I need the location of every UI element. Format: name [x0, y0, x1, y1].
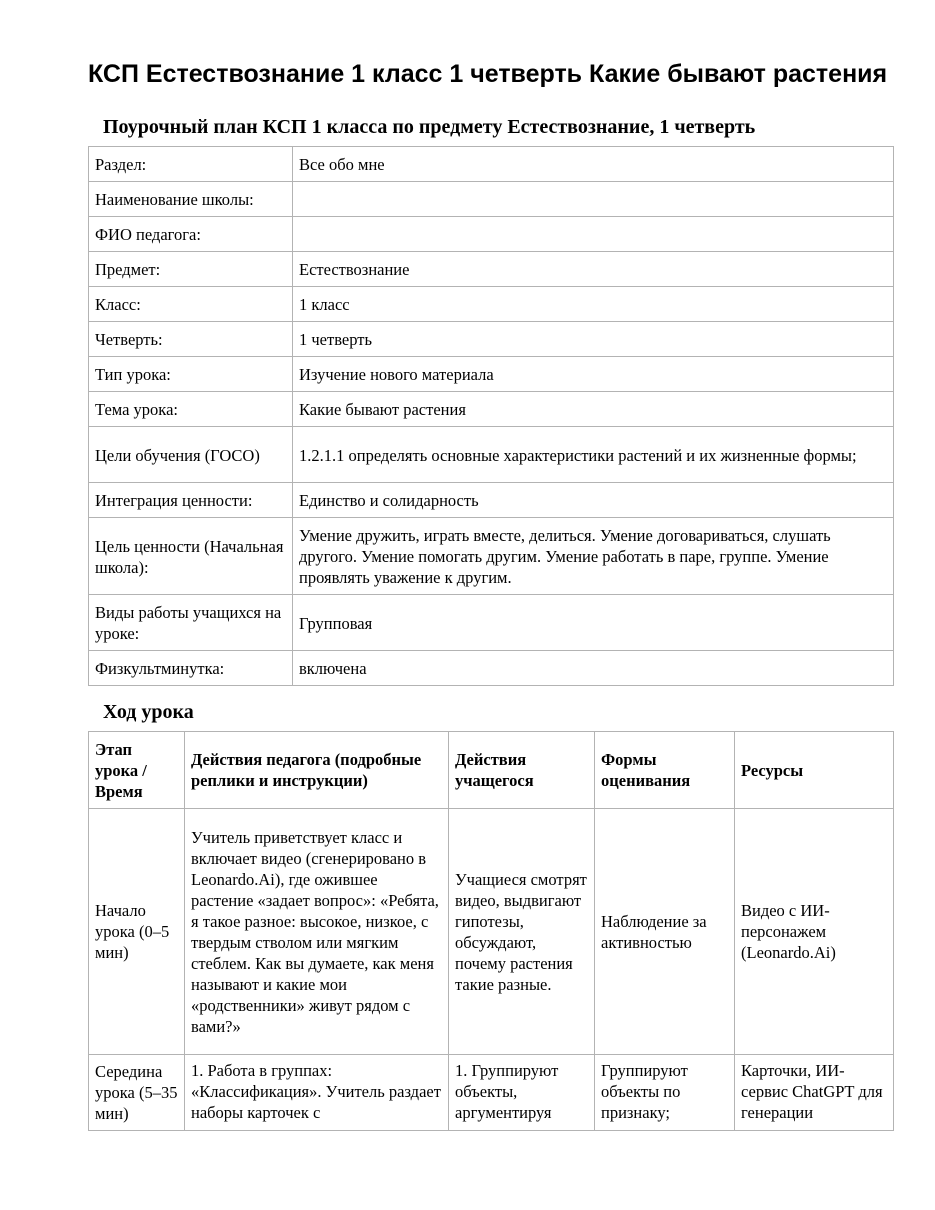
info-row [89, 357, 894, 392]
info-row [89, 182, 894, 217]
info-row [89, 287, 894, 322]
column-header-teacher-actions: Действия педагога (подробные реплики и инструкции) [185, 732, 449, 809]
info-value: включена [293, 651, 894, 686]
info-value: Умение дружить, играть вместе, делиться. Умение договариваться, слушать другого. Умение помогать другим. Умение работать в паре, группе. Умение проявлять уважение к другим. [293, 518, 894, 595]
lesson-header-row [89, 732, 894, 809]
info-value: 1.2.1.1 определять основные характеристики растений и их жизненные формы; [293, 427, 894, 483]
column-header-stage: Этап урока / Время [89, 732, 185, 809]
info-row [89, 595, 894, 651]
document-title: КСП Естествознание 1 класс 1 четверть Какие бывают растения [88, 60, 888, 88]
column-header-assessment: Формы оценивания [595, 732, 735, 809]
info-label: Физкультминутка: [89, 651, 293, 686]
info-value: Какие бывают растения [293, 392, 894, 427]
lesson-cell-student: Учащиеся смотрят видео, выдвигают гипотезы, обсуждают, почему растения такие разные. [449, 809, 595, 1055]
info-label: Интеграция ценности: [89, 483, 293, 518]
lesson-cell-student: 1. Группируют объекты, аргументируя [449, 1055, 595, 1131]
info-label: Цели обучения (ГОСО) [89, 427, 293, 483]
lesson-info-table [88, 146, 894, 686]
plan-heading: Поурочный план КСП 1 класса по предмету Естествознание, 1 четверть [103, 116, 756, 138]
lesson-cell-assessment: Наблюдение за активностью [595, 809, 735, 1055]
info-value: Единство и солидарность [293, 483, 894, 518]
lesson-cell-stage: Начало урока (0–5 мин) [89, 809, 185, 1055]
info-label: Предмет: [89, 252, 293, 287]
info-row [89, 483, 894, 518]
info-label: Тема урока: [89, 392, 293, 427]
info-row [89, 427, 894, 483]
lesson-cell-resources: Карточки, ИИ-сервис ChatGPT для генерации [735, 1055, 894, 1131]
lesson-cell-stage: Середина урока (5–35 мин) [89, 1055, 185, 1131]
info-label: ФИО педагога: [89, 217, 293, 252]
info-label: Виды работы учащихся на уроке: [89, 595, 293, 651]
info-value: Групповая [293, 595, 894, 651]
info-row [89, 651, 894, 686]
info-row [89, 147, 894, 182]
info-value: 1 класс [293, 287, 894, 322]
table-row [89, 1055, 894, 1131]
info-value: Естествознание [293, 252, 894, 287]
info-value: 1 четверть [293, 322, 894, 357]
lesson-cell-teacher: Учитель приветствует класс и включает видео (сгенерировано в Leonardo.Ai), где ожившее растение «задает вопрос»: «Ребята, я такое разное: высокое, низкое, с твердым стволом или мягким стеблем. Как вы думаете, как меня называют и какие мои «родственники» живут рядом с вами?» [185, 809, 449, 1055]
column-header-resources: Ресурсы [735, 732, 894, 809]
info-value [293, 217, 894, 252]
info-label: Четверть: [89, 322, 293, 357]
info-row [89, 322, 894, 357]
lesson-cell-teacher: 1. Работа в группах: «Классификация». Учитель раздает наборы карточек с [185, 1055, 449, 1131]
info-value: Изучение нового материала [293, 357, 894, 392]
info-value [293, 182, 894, 217]
info-row [89, 518, 894, 595]
table-row [89, 809, 894, 1055]
lesson-heading: Ход урока [103, 701, 194, 723]
info-value: Все обо мне [293, 147, 894, 182]
lesson-flow-table [88, 731, 894, 1131]
lesson-cell-resources: Видео с ИИ-персонажем (Leonardo.Ai) [735, 809, 894, 1055]
info-row [89, 392, 894, 427]
document-page [88, 58, 893, 1131]
info-row [89, 252, 894, 287]
info-label: Наименование школы: [89, 182, 293, 217]
info-label: Тип урока: [89, 357, 293, 392]
info-row [89, 217, 894, 252]
column-header-student-actions: Действия учащегося [449, 732, 595, 809]
info-label: Цель ценности (Начальная школа): [89, 518, 293, 595]
lesson-cell-assessment: Группируют объекты по признаку; [595, 1055, 735, 1131]
info-label: Класс: [89, 287, 293, 322]
info-label: Раздел: [89, 147, 293, 182]
